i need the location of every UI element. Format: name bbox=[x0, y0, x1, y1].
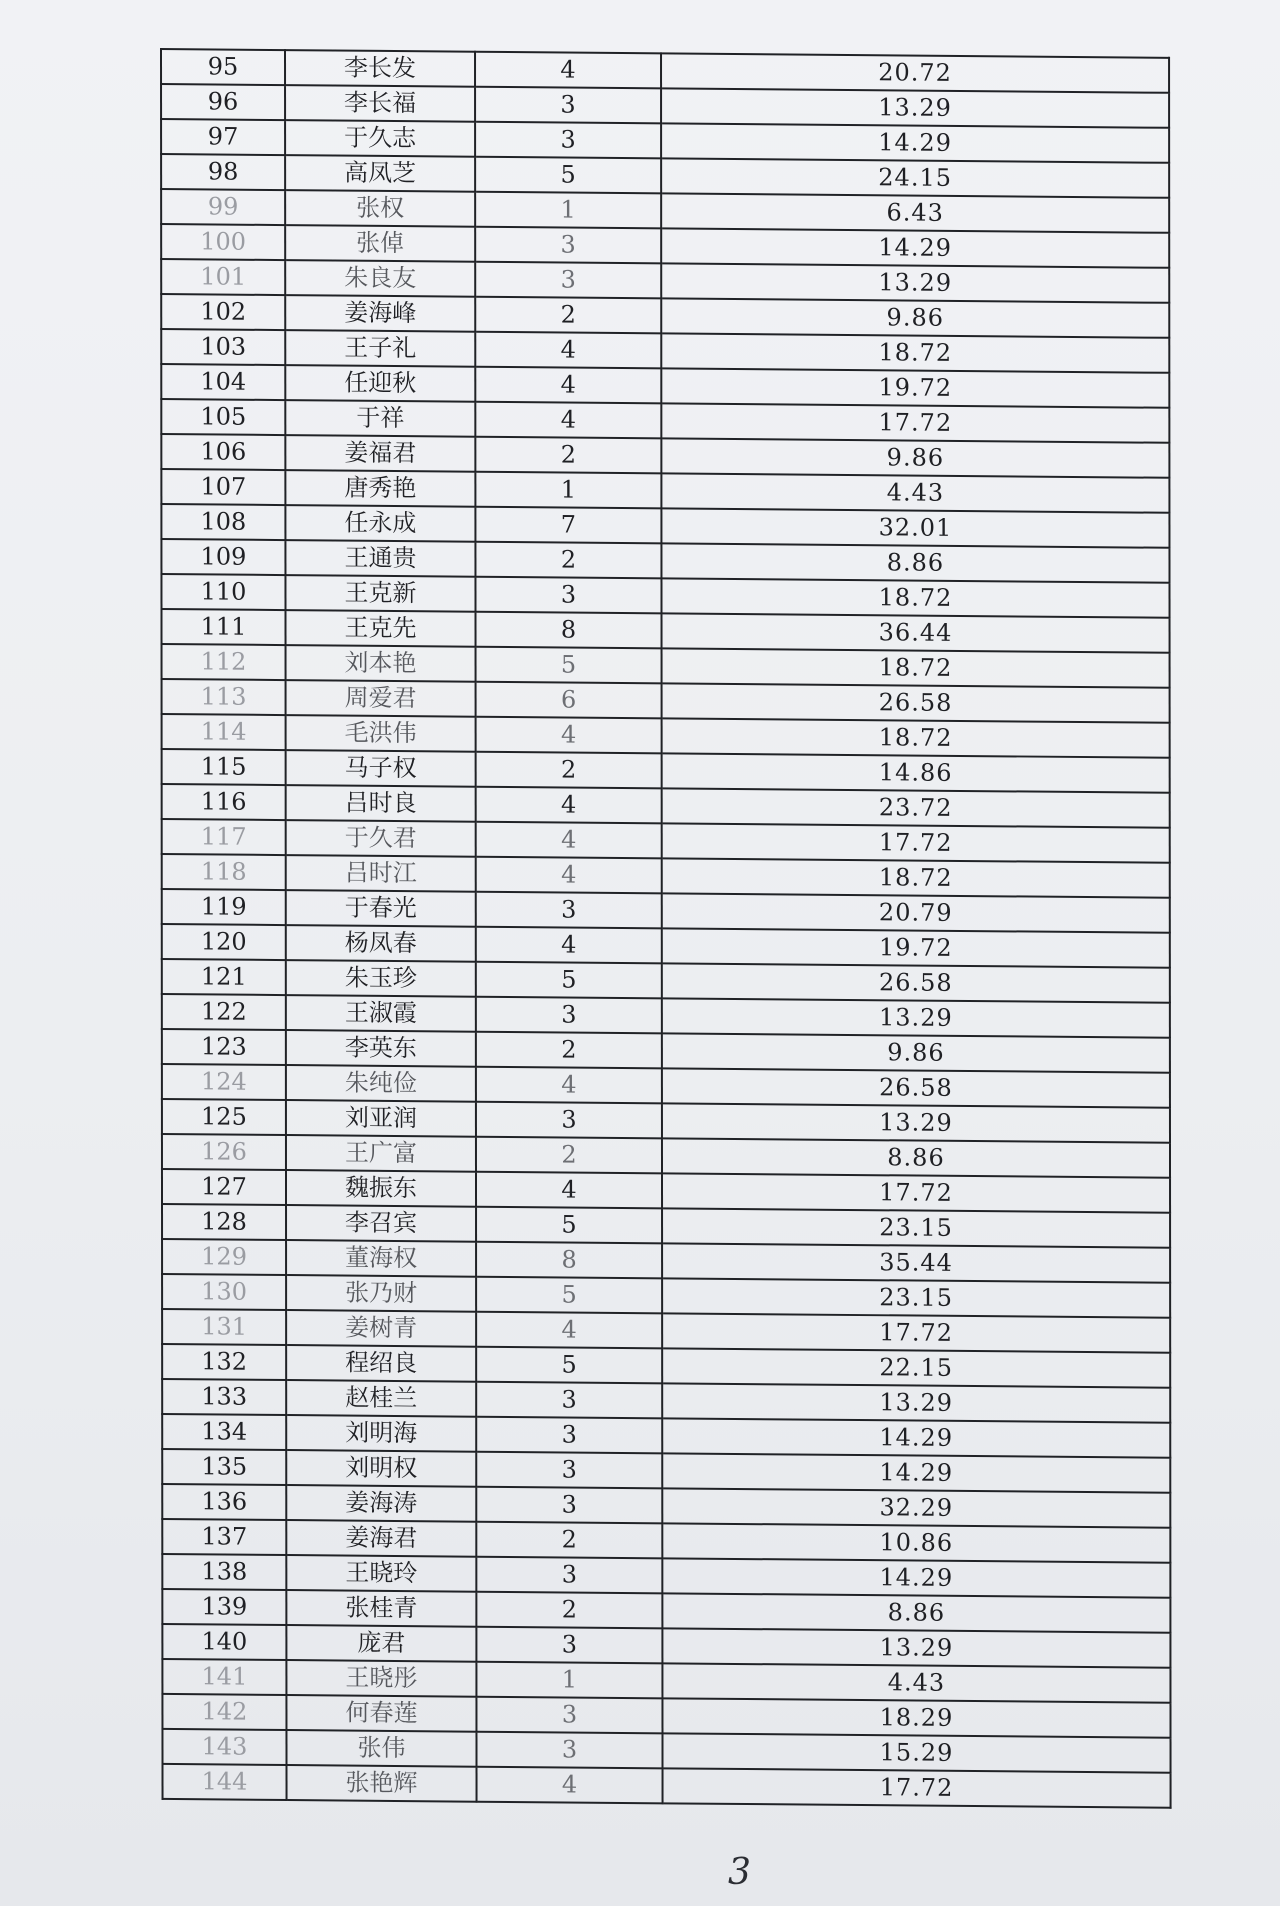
row-number-cell: 130 bbox=[162, 1274, 286, 1310]
row-number-cell: 104 bbox=[161, 364, 285, 400]
row-number-cell: 140 bbox=[162, 1624, 286, 1660]
name-cell: 李长发 bbox=[285, 50, 475, 87]
row-number-cell: 119 bbox=[162, 889, 286, 925]
amount-cell: 9.86 bbox=[661, 298, 1169, 337]
row-number-cell: 142 bbox=[162, 1694, 286, 1730]
name-cell: 王克先 bbox=[285, 610, 475, 647]
count-cell: 3 bbox=[476, 1382, 662, 1419]
row-number-cell: 114 bbox=[162, 714, 286, 750]
count-cell: 2 bbox=[475, 297, 661, 334]
name-cell: 姜海峰 bbox=[285, 295, 475, 332]
amount-cell: 14.29 bbox=[662, 1453, 1170, 1492]
name-cell: 任永成 bbox=[285, 505, 475, 542]
row-number-cell: 95 bbox=[161, 49, 285, 85]
name-cell: 于久君 bbox=[286, 820, 476, 857]
amount-cell: 14.29 bbox=[662, 1418, 1170, 1457]
count-cell: 1 bbox=[475, 472, 661, 509]
ledger-table-wrapper bbox=[160, 48, 1174, 1809]
row-number-cell: 133 bbox=[162, 1379, 286, 1415]
amount-cell: 13.29 bbox=[662, 998, 1170, 1037]
amount-cell: 18.72 bbox=[661, 578, 1169, 617]
count-cell: 3 bbox=[476, 892, 662, 929]
name-cell: 唐秀艳 bbox=[285, 470, 475, 507]
row-number-cell: 143 bbox=[162, 1729, 286, 1765]
amount-cell: 13.29 bbox=[662, 1103, 1170, 1142]
amount-cell: 18.72 bbox=[662, 718, 1170, 757]
count-cell: 6 bbox=[476, 682, 662, 719]
name-cell: 张伟 bbox=[286, 1730, 476, 1767]
row-number-cell: 96 bbox=[161, 84, 285, 120]
name-cell: 董海权 bbox=[286, 1240, 476, 1277]
count-cell: 5 bbox=[475, 157, 661, 194]
amount-cell: 4.43 bbox=[662, 1663, 1170, 1702]
count-cell: 5 bbox=[476, 962, 662, 999]
row-number-cell: 123 bbox=[162, 1029, 286, 1065]
row-number-cell: 113 bbox=[162, 679, 286, 715]
amount-cell: 23.15 bbox=[662, 1278, 1170, 1317]
row-number-cell: 108 bbox=[161, 504, 285, 540]
name-cell: 刘明权 bbox=[286, 1450, 476, 1487]
name-cell: 何春莲 bbox=[286, 1695, 476, 1732]
count-cell: 3 bbox=[476, 1487, 662, 1524]
row-number-cell: 135 bbox=[162, 1449, 286, 1485]
amount-cell: 23.72 bbox=[662, 788, 1170, 827]
amount-cell: 32.29 bbox=[662, 1488, 1170, 1527]
row-number-cell: 124 bbox=[162, 1064, 286, 1100]
amount-cell: 13.29 bbox=[661, 263, 1169, 302]
row-number-cell: 132 bbox=[162, 1344, 286, 1380]
name-cell: 于久志 bbox=[285, 120, 475, 157]
row-number-cell: 117 bbox=[162, 819, 286, 855]
row-number-cell: 122 bbox=[162, 994, 286, 1030]
amount-cell: 8.86 bbox=[662, 1138, 1170, 1177]
count-cell: 4 bbox=[476, 1172, 662, 1209]
amount-cell: 22.15 bbox=[662, 1348, 1170, 1387]
amount-cell: 26.58 bbox=[662, 1068, 1170, 1107]
name-cell: 马子权 bbox=[286, 750, 476, 787]
row-number-cell: 136 bbox=[162, 1484, 286, 1520]
row-number-cell: 129 bbox=[162, 1239, 286, 1275]
name-cell: 朱玉珍 bbox=[286, 960, 476, 997]
amount-cell: 9.86 bbox=[662, 1033, 1170, 1072]
name-cell: 高凤芝 bbox=[285, 155, 475, 192]
amount-cell: 18.29 bbox=[662, 1698, 1170, 1737]
amount-cell: 18.72 bbox=[661, 333, 1169, 372]
count-cell: 5 bbox=[476, 1207, 662, 1244]
count-cell: 4 bbox=[476, 1312, 662, 1349]
row-number-cell: 110 bbox=[161, 574, 285, 610]
count-cell: 3 bbox=[476, 1732, 662, 1769]
amount-cell: 19.72 bbox=[661, 368, 1169, 407]
count-cell: 3 bbox=[476, 1417, 662, 1454]
name-cell: 程绍良 bbox=[286, 1345, 476, 1382]
name-cell: 李英东 bbox=[286, 1030, 476, 1067]
amount-cell: 20.72 bbox=[661, 53, 1169, 92]
count-cell: 1 bbox=[475, 192, 661, 229]
count-cell: 5 bbox=[476, 647, 662, 684]
amount-cell: 17.72 bbox=[662, 823, 1170, 862]
count-cell: 5 bbox=[476, 1277, 662, 1314]
amount-cell: 6.43 bbox=[661, 193, 1169, 232]
count-cell: 3 bbox=[476, 1697, 662, 1734]
amount-cell: 17.72 bbox=[662, 1313, 1170, 1352]
name-cell: 张倬 bbox=[285, 225, 475, 262]
count-cell: 3 bbox=[475, 577, 661, 614]
name-cell: 任迎秋 bbox=[285, 365, 475, 402]
count-cell: 2 bbox=[476, 1592, 662, 1629]
name-cell: 刘明海 bbox=[286, 1415, 476, 1452]
name-cell: 张桂青 bbox=[286, 1590, 476, 1627]
count-cell: 4 bbox=[477, 1767, 663, 1804]
name-cell: 吕时良 bbox=[286, 785, 476, 822]
amount-cell: 32.01 bbox=[661, 508, 1169, 547]
name-cell: 刘亚润 bbox=[286, 1100, 476, 1137]
count-cell: 3 bbox=[476, 997, 662, 1034]
name-cell: 刘本艳 bbox=[286, 645, 476, 682]
amount-cell: 36.44 bbox=[662, 613, 1170, 652]
amount-cell: 17.72 bbox=[663, 1768, 1171, 1807]
row-number-cell: 99 bbox=[161, 189, 285, 225]
count-cell: 2 bbox=[476, 752, 662, 789]
count-cell: 4 bbox=[476, 857, 662, 894]
count-cell: 2 bbox=[476, 1137, 662, 1174]
count-cell: 8 bbox=[476, 612, 662, 649]
amount-cell: 14.29 bbox=[662, 1558, 1170, 1597]
name-cell: 赵桂兰 bbox=[286, 1380, 476, 1417]
row-number-cell: 120 bbox=[162, 924, 286, 960]
row-number-cell: 101 bbox=[161, 259, 285, 295]
row-number-cell: 111 bbox=[161, 609, 285, 645]
count-cell: 4 bbox=[476, 787, 662, 824]
amount-cell: 14.29 bbox=[661, 123, 1169, 162]
row-number-cell: 100 bbox=[161, 224, 285, 260]
amount-cell: 20.79 bbox=[662, 893, 1170, 932]
count-cell: 3 bbox=[475, 87, 661, 124]
count-cell: 4 bbox=[476, 717, 662, 754]
name-cell: 王广富 bbox=[286, 1135, 476, 1172]
name-cell: 姜海君 bbox=[286, 1520, 476, 1557]
name-cell: 张权 bbox=[285, 190, 475, 227]
name-cell: 杨凤春 bbox=[286, 925, 476, 962]
name-cell: 王克新 bbox=[285, 575, 475, 612]
name-cell: 魏振东 bbox=[286, 1170, 476, 1207]
amount-cell: 23.15 bbox=[662, 1208, 1170, 1247]
row-number-cell: 144 bbox=[162, 1764, 286, 1800]
row-number-cell: 125 bbox=[162, 1099, 286, 1135]
count-cell: 2 bbox=[476, 1032, 662, 1069]
row-number-cell: 115 bbox=[162, 749, 286, 785]
count-cell: 3 bbox=[476, 1627, 662, 1664]
page-number: 3 bbox=[728, 1852, 751, 1893]
name-cell: 姜福君 bbox=[285, 435, 475, 472]
count-cell: 2 bbox=[475, 437, 661, 474]
amount-cell: 13.29 bbox=[662, 1383, 1170, 1422]
count-cell: 2 bbox=[476, 1522, 662, 1559]
table-row bbox=[162, 1764, 1170, 1808]
row-number-cell: 103 bbox=[161, 329, 285, 365]
name-cell: 李召宾 bbox=[286, 1205, 476, 1242]
row-number-cell: 107 bbox=[161, 469, 285, 505]
row-number-cell: 121 bbox=[162, 959, 286, 995]
row-number-cell: 131 bbox=[162, 1309, 286, 1345]
name-cell: 姜树青 bbox=[286, 1310, 476, 1347]
count-cell: 3 bbox=[476, 1557, 662, 1594]
name-cell: 张艳辉 bbox=[287, 1765, 477, 1802]
count-cell: 8 bbox=[476, 1242, 662, 1279]
amount-cell: 10.86 bbox=[662, 1523, 1170, 1562]
amount-cell: 26.58 bbox=[662, 683, 1170, 722]
count-cell: 4 bbox=[475, 402, 661, 439]
row-number-cell: 141 bbox=[162, 1659, 286, 1695]
count-cell: 3 bbox=[475, 122, 661, 159]
count-cell: 4 bbox=[476, 822, 662, 859]
amount-cell: 13.29 bbox=[662, 1628, 1170, 1667]
row-number-cell: 105 bbox=[161, 399, 285, 435]
count-cell: 5 bbox=[476, 1347, 662, 1384]
amount-cell: 26.58 bbox=[662, 963, 1170, 1002]
count-cell: 4 bbox=[475, 52, 661, 89]
amount-cell: 24.15 bbox=[661, 158, 1169, 197]
name-cell: 王子礼 bbox=[285, 330, 475, 367]
name-cell: 于祥 bbox=[285, 400, 475, 437]
name-cell: 周爱君 bbox=[286, 680, 476, 717]
row-number-cell: 102 bbox=[161, 294, 285, 330]
name-cell: 王通贵 bbox=[285, 540, 475, 577]
row-number-cell: 116 bbox=[162, 784, 286, 820]
amount-cell: 14.29 bbox=[661, 228, 1169, 267]
name-cell: 庞君 bbox=[286, 1625, 476, 1662]
name-cell: 于春光 bbox=[286, 890, 476, 927]
name-cell: 王晓彤 bbox=[286, 1660, 476, 1697]
row-number-cell: 137 bbox=[162, 1519, 286, 1555]
amount-cell: 18.72 bbox=[662, 648, 1170, 687]
amount-cell: 8.86 bbox=[662, 1593, 1170, 1632]
name-cell: 张乃财 bbox=[286, 1275, 476, 1312]
amount-cell: 17.72 bbox=[662, 1173, 1170, 1212]
amount-cell: 19.72 bbox=[662, 928, 1170, 967]
row-number-cell: 128 bbox=[162, 1204, 286, 1240]
amount-cell: 8.86 bbox=[661, 543, 1169, 582]
row-number-cell: 126 bbox=[162, 1134, 286, 1170]
count-cell: 3 bbox=[475, 227, 661, 264]
name-cell: 吕时江 bbox=[286, 855, 476, 892]
row-number-cell: 134 bbox=[162, 1414, 286, 1450]
row-number-cell: 98 bbox=[161, 154, 285, 190]
count-cell: 7 bbox=[475, 507, 661, 544]
row-number-cell: 106 bbox=[161, 434, 285, 470]
row-number-cell: 138 bbox=[162, 1554, 286, 1590]
count-cell: 1 bbox=[476, 1662, 662, 1699]
ledger-table-body bbox=[161, 49, 1171, 1808]
name-cell: 朱纯俭 bbox=[286, 1065, 476, 1102]
row-number-cell: 109 bbox=[161, 539, 285, 575]
ledger-table bbox=[160, 48, 1172, 1809]
count-cell: 4 bbox=[475, 367, 661, 404]
row-number-cell: 127 bbox=[162, 1169, 286, 1205]
amount-cell: 14.86 bbox=[662, 753, 1170, 792]
row-number-cell: 139 bbox=[162, 1589, 286, 1625]
name-cell: 毛洪伟 bbox=[286, 715, 476, 752]
count-cell: 3 bbox=[476, 1102, 662, 1139]
row-number-cell: 118 bbox=[162, 854, 286, 890]
amount-cell: 9.86 bbox=[661, 438, 1169, 477]
amount-cell: 17.72 bbox=[661, 403, 1169, 442]
name-cell: 朱良友 bbox=[285, 260, 475, 297]
amount-cell: 4.43 bbox=[661, 473, 1169, 512]
count-cell: 3 bbox=[475, 262, 661, 299]
amount-cell: 35.44 bbox=[662, 1243, 1170, 1282]
count-cell: 4 bbox=[475, 332, 661, 369]
amount-cell: 13.29 bbox=[661, 88, 1169, 127]
count-cell: 4 bbox=[476, 927, 662, 964]
count-cell: 4 bbox=[476, 1067, 662, 1104]
name-cell: 王晓玲 bbox=[286, 1555, 476, 1592]
row-number-cell: 97 bbox=[161, 119, 285, 155]
name-cell: 王淑霞 bbox=[286, 995, 476, 1032]
row-number-cell: 112 bbox=[162, 644, 286, 680]
count-cell: 2 bbox=[475, 542, 661, 579]
amount-cell: 15.29 bbox=[662, 1733, 1170, 1772]
count-cell: 3 bbox=[476, 1452, 662, 1489]
amount-cell: 18.72 bbox=[662, 858, 1170, 897]
name-cell: 李长福 bbox=[285, 85, 475, 122]
name-cell: 姜海涛 bbox=[286, 1485, 476, 1522]
